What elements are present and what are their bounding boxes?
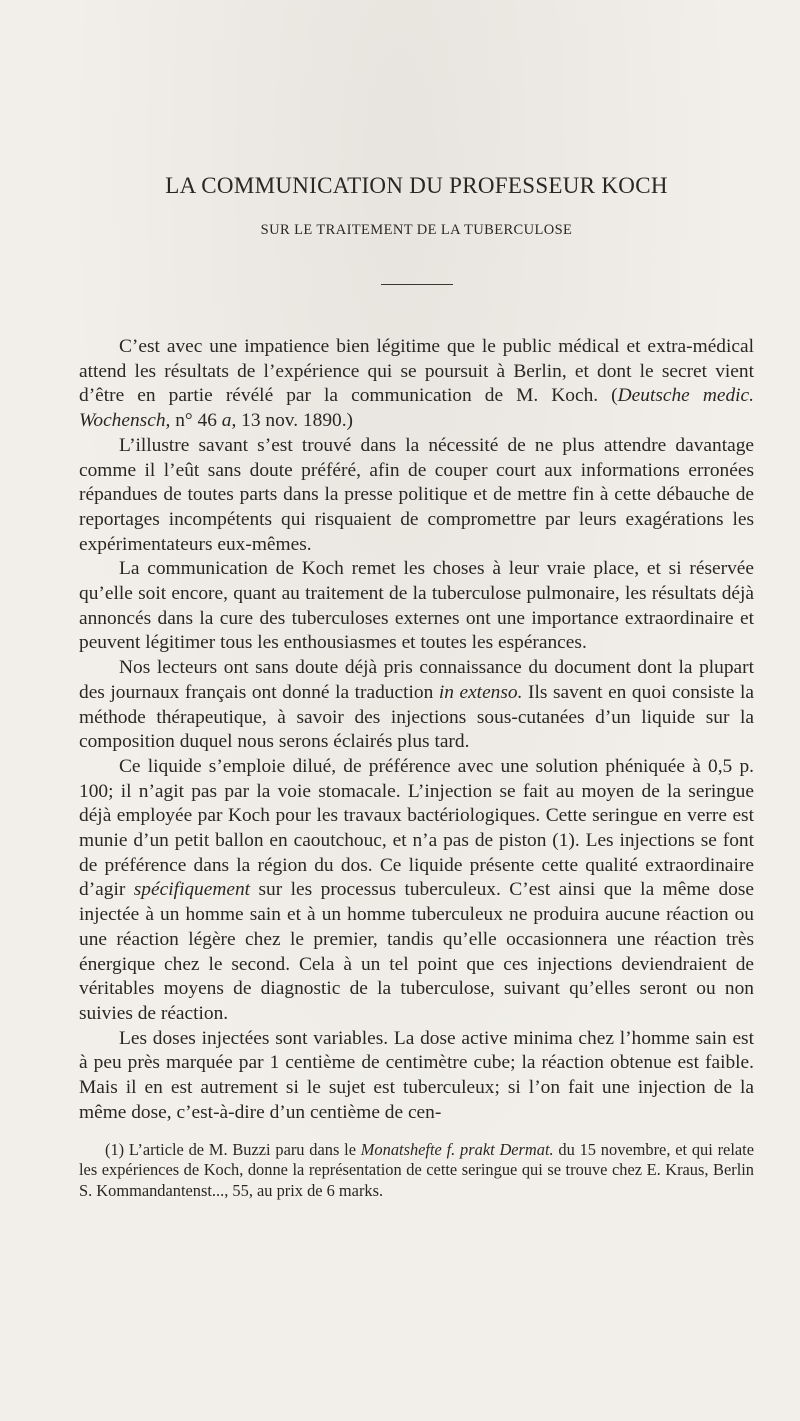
footnotes: [79, 1140, 754, 1202]
paragraph-6: Les doses injectées sont variables. La dose active minima chez l’homme sain est à peu près marquée par 1 centième de centimètre cube; la réaction obtenue est faible. Mais il en est autrement si le sujet est tuberculeux; si l’on fait une injection de la même dose, c’est-à-dire d’un centième de cen-: [79, 1027, 754, 1123]
paragraph-1-text: C’est avec une impatience bien légitime que le public médical et extra-médical attend les résultats de l’expérience qui se poursuit à Berlin, et dont le secret vient d’être en partie révélé par la communication de M. Koch. (: [79, 336, 754, 407]
paragraph-3: La communication de Koch remet les choses à leur vraie place, et si réservée qu’elle soit encore, quant au traitement de la tuberculose pulmonaire, les résultats déjà annoncés dans la cure des tuberculoses externes ont une importance extraordinaire et peuvent légitimer tous les enthousiasmes et toutes les espérances.: [79, 558, 754, 654]
article-title: LA COMMUNICATION DU PROFESSEUR KOCH: [165, 173, 668, 198]
footnote-1-text: (1) L’article de M. Buzzi paru dans le: [105, 1139, 361, 1159]
paragraph-4: [79, 656, 754, 755]
paragraph-1-number: n° 46: [170, 410, 222, 432]
paragraph-1-letter: a: [221, 410, 232, 432]
footnote-1-rest: du 15 novembre, et qui relate les expériences de Koch, donne la représentation de cette seringue qui se trouve chez E. Kraus, Berlin S. Kommandantenst..., 55, au prix de 6 marks.: [79, 1139, 754, 1200]
paragraph-4-rest: Ils savent en quoi consiste la méthode thérapeutique, à savoir des injections sous-cutanées d’un liquide sur la composition duquel nous serons éclairés plus tard.: [79, 681, 754, 753]
article-body: [79, 335, 754, 1126]
paragraph-5-rest: sur les processus tuberculeux. C’est ainsi que la même dose injectée à un homme sain et à un homme tuberculeux ne produira aucune réaction ou une réaction légère chez le premier, tandis qu’elle occasionnera une réaction très énergique chez le second. Cela à un tel point que ces injections deviendraient de véritables moyens de diagnostic de la tuberculose, suivant qu’elles seront ou non suivies de réaction.: [79, 879, 754, 1024]
paragraph-2: L’illustre savant s’est trouvé dans la nécessité de ne plus attendre davantage comme il l’eût sans doute préféré, afin de couper court aux informations erronées répandues de toutes parts dans la presse politique et de mettre fin à cette débauche de reportages incompétents qui risquaient de compromettre par leurs exagérations les expérimentateurs eux-mêmes.: [79, 434, 754, 555]
paragraph-5: [79, 755, 754, 1027]
title-divider: [381, 284, 453, 285]
paragraph-4-text: Nos lecteurs ont sans doute déjà pris connaissance du document dont la plupart des journaux français ont donné la traduction: [79, 657, 754, 703]
footnote-1: [79, 1140, 754, 1202]
paragraph-1: [79, 335, 754, 434]
paragraph-5-italic: spécifiquement: [133, 879, 251, 901]
footnote-1-journal: Monatshefte f. prakt Dermat.: [360, 1139, 554, 1159]
paragraph-1-date: , 13 nov. 1890.): [231, 410, 354, 432]
journal-reference: Deutsche medic. Wochensch,: [79, 385, 754, 432]
article-subtitle: SUR LE TRAITEMENT DE LA TUBERCULOSE: [260, 222, 573, 238]
paragraph-4-italic: in extenso.: [438, 681, 523, 703]
paragraph-5-text: Ce liquide s’emploie dilué, de préférence avec une solution phéniquée à 0,5 p. 100; il n’agit pas par la voie stomacale. L’injection se fait au moyen de la seringue déjà employée par Koch pour les travaux bactériologiques. Cette seringue en verre est munie d’un petit ballon en caoutchouc, et n’a pas de piston (1). Les injections se font de préférence dans la région du dos. Ce liquide présente cette qualité extraordinaire d’agir: [79, 755, 754, 901]
